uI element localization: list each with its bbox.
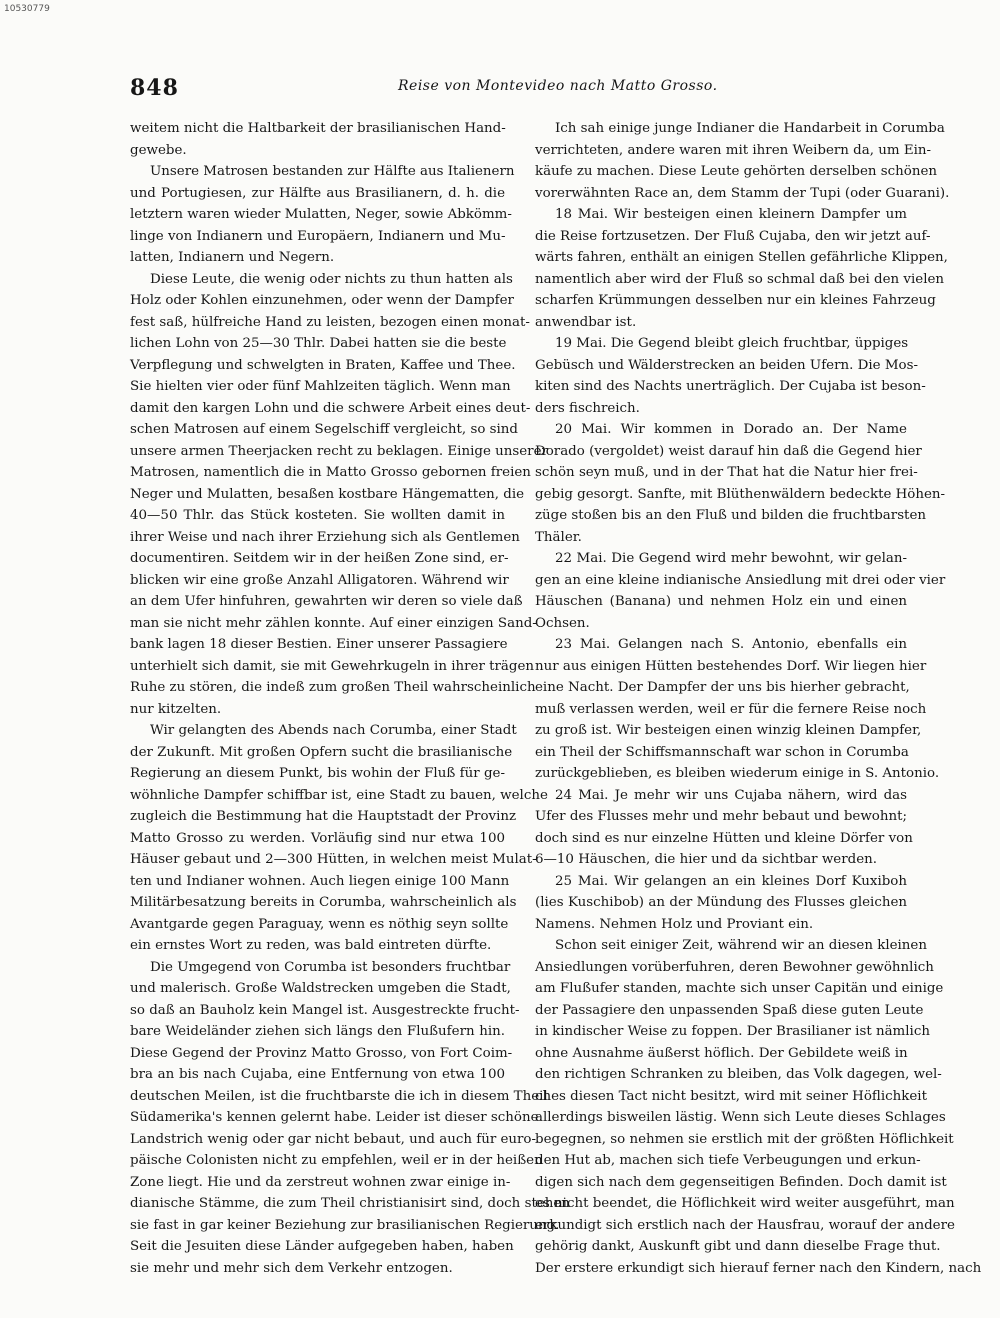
text-line: scharfen Krümmungen desselben nur ein kleines Fahrzeug	[535, 293, 936, 308]
right-text-column	[535, 118, 982, 1279]
text-line: lichen Lohn von 25—30 Thlr. Dabei hatten sie die beste	[130, 336, 507, 351]
text-line: schen Matrosen auf einem Segelschiff vergleicht, so sind	[130, 422, 518, 437]
text-line: Schon seit einiger Zeit, während wir an diesen kleinen	[555, 938, 927, 953]
text-line: Unsere Matrosen bestanden zur Hälfte aus Italienern	[150, 164, 515, 179]
text-line: erkundigt sich erstlich nach der Hausfrau, worauf der andere	[535, 1217, 955, 1233]
text-line: bra an bis nach Cujaba, eine Entfernung von etwa 100	[130, 1067, 505, 1082]
text-line: zurückgeblieben, es bleiben wiederum einige in S. Antonio.	[535, 766, 940, 781]
text-line: 25 Mai. Wir gelangen an ein kleines Dorf Kuxiboh	[555, 873, 907, 889]
text-line: kiten sind des Nachts unerträglich. Der Cujaba ist beson-	[535, 379, 926, 394]
text-line: ders fischreich.	[535, 400, 640, 416]
text-line: Häuser gebaut und 2—300 Hütten, in welchen meist Mulat-	[130, 852, 537, 867]
text-line: den Hut ab, machen sich tiefe Verbeugungen und erkun-	[535, 1153, 921, 1168]
text-line: Dorado (vergoldet) weist darauf hin daß die Gegend hier	[535, 443, 922, 459]
text-line: päische Colonisten nicht zu empfehlen, weil er in der heißen	[130, 1153, 543, 1168]
text-line: käufe zu machen. Diese Leute gehörten derselben schönen	[535, 164, 938, 179]
text-line: letztern waren wieder Mulatten, Neger, sowie Abkömm-	[130, 207, 512, 222]
text-line: gen an eine kleine indianische Ansiedlung mit drei oder vier	[535, 572, 946, 588]
text-line: latten, Indianern und Negern.	[130, 250, 335, 265]
text-line: dianische Stämme, die zum Theil christianisirt sind, doch stehen	[130, 1196, 570, 1211]
text-line: Avantgarde gegen Paraguay, wenn es nöthig seyn sollte	[130, 916, 509, 932]
text-line: sie mehr und mehr sich dem Verkehr entzogen.	[130, 1260, 453, 1276]
text-line: Der erstere erkundigt sich hierauf ferner nach den Kindern, nach	[535, 1260, 982, 1276]
text-line: ihrer Weise und nach ihrer Erziehung sich als Gentlemen	[130, 529, 520, 545]
text-line: ohne Ausnahme äußerst höflich. Der Gebildete weiß in	[535, 1045, 908, 1061]
text-line: so daß an Bauholz kein Mangel ist. Ausgestreckte frucht-	[130, 1002, 520, 1018]
text-line: doch sind es nur einzelne Hütten und kleine Dörfer von	[535, 830, 913, 846]
text-line: ein Theil der Schiffsmannschaft war schon in Corumba	[535, 744, 909, 760]
text-line: nur aus einigen Hütten bestehendes Dorf. Wir liegen hier	[535, 658, 927, 674]
text-line: Ufer des Flusses mehr und mehr bebaut und bewohnt;	[535, 809, 907, 824]
text-line: anwendbar ist.	[535, 314, 637, 330]
text-line: linge von Indianern und Europäern, Indianern und Mu-	[130, 228, 506, 244]
text-line: unsere armen Theerjacken recht zu beklagen. Einige unserer	[130, 443, 548, 459]
text-line: bare Weideländer ziehen sich längs den Flußufern hin.	[130, 1024, 505, 1039]
text-line: den richtigen Schranken zu bleiben, das Volk dagegen, wel-	[535, 1067, 942, 1082]
text-line: unterhielt sich damit, sie mit Gewehrkugeln in ihrer trägen	[130, 658, 534, 674]
text-line: verrichteten, andere waren mit ihren Weibern da, um Ein-	[535, 142, 932, 158]
text-line: eine Nacht. Der Dampfer der uns bis hierher gebracht,	[535, 680, 910, 695]
text-line: weitem nicht die Haltbarkeit der brasilianischen Hand-	[130, 121, 506, 136]
text-line: in kindischer Weise zu foppen. Der Brasilianer ist nämlich	[535, 1024, 930, 1039]
text-line: Sie hielten vier oder fünf Mahlzeiten täglich. Wenn man	[130, 379, 511, 394]
text-line: der Passagiere den unpassenden Spaß diese guten Leute	[535, 1002, 924, 1018]
running-head: Reise von Montevideo nach Matto Grosso.	[398, 78, 718, 94]
text-line: 6—10 Häuschen, die hier und da sichtbar werden.	[535, 852, 877, 867]
text-line: ten und Indianer wohnen. Auch liegen einige 100 Mann	[130, 873, 510, 889]
text-line: begegnen, so nehmen sie erstlich mit der größten Höflichkeit	[535, 1131, 954, 1147]
text-line: Seit die Jesuiten diese Länder aufgegeben haben, haben	[130, 1239, 514, 1254]
text-line: gebig gesorgt. Sanfte, mit Blüthenwäldern bedeckte Höhen-	[535, 486, 946, 502]
text-line: Ich sah einige junge Indianer die Handarbeit in Corumba	[555, 121, 945, 136]
text-line: an dem Ufer hinfuhren, gewahrten wir deren so viele daß	[130, 594, 523, 609]
text-line: digen sich nach dem gegenseitigen Befinden. Doch damit ist	[535, 1174, 947, 1190]
text-line: bank lagen 18 dieser Bestien. Einer unserer Passagiere	[130, 637, 508, 652]
text-line: züge stoßen bis an den Fluß und bilden die fruchtbarsten	[535, 508, 926, 523]
text-line: ein ernstes Wort zu reden, was bald eintreten dürfte.	[130, 938, 492, 953]
text-line: Ochsen.	[535, 615, 590, 631]
scan-identifier: 10530779	[4, 4, 50, 14]
text-line: Matto Grosso zu werden. Vorläufig sind nur etwa 100	[130, 830, 505, 846]
text-line: gehörig dankt, Auskunft gibt und dann dieselbe Frage thut.	[535, 1239, 941, 1254]
text-line: Namens. Nehmen Holz und Proviant ein.	[535, 916, 814, 932]
text-line: zu groß ist. Wir besteigen einen winzig kleinen Dampfer,	[535, 723, 922, 738]
text-line: schön seyn muß, und in der That hat die Natur hier frei-	[535, 465, 918, 480]
text-line: Matrosen, namentlich die in Matto Grosso gebornen freien	[130, 465, 531, 480]
text-line: allerdings bisweilen lästig. Wenn sich Leute dieses Schlages	[535, 1110, 946, 1125]
text-line: am Flußufer standen, machte sich unser Capitän und einige	[535, 981, 944, 996]
text-line: Zone liegt. Hie und da zerstreut wohnen zwar einige in-	[130, 1174, 511, 1190]
text-line: der Zukunft. Mit großen Opfern sucht die brasilianische	[130, 744, 513, 760]
text-line: namentlich aber wird der Fluß so schmal daß bei den vielen	[535, 271, 945, 287]
text-line: Verpflegung und schwelgten in Braten, Kaffee und Thee.	[130, 357, 516, 373]
text-line: Regierung an diesem Punkt, bis wohin der Fluß für ge-	[130, 766, 505, 781]
text-line: muß verlassen werden, weil er für die fernere Reise noch	[535, 701, 927, 717]
text-line: Diese Leute, die wenig oder nichts zu thun hatten als	[150, 271, 513, 287]
text-line: wöhnliche Dampfer schiffbar ist, eine Stadt zu bauen, welche	[130, 787, 548, 803]
text-line: es nicht beendet, die Höflichkeit wird weiter ausgeführt, man	[535, 1196, 955, 1211]
text-line: Gebüsch und Wälderstrecken an beiden Ufern. Die Mos-	[535, 357, 918, 373]
text-line: wärts fahren, enthält an einigen Stellen gefährliche Klippen,	[535, 250, 948, 265]
text-line: damit den kargen Lohn und die schwere Arbeit eines deut-	[130, 400, 531, 416]
text-line: deutschen Meilen, ist die fruchtbarste die ich in diesem Theil	[130, 1088, 548, 1104]
text-line: 24 Mai. Je mehr wir uns Cujaba nähern, wird das	[555, 787, 907, 803]
text-line: Ruhe zu stören, die indeß zum großen Theil wahrscheinlich	[130, 680, 536, 695]
text-line: fest saß, hülfreiche Hand zu leisten, bezogen einen monat-	[130, 314, 530, 330]
text-line: nur kitzelten.	[130, 701, 222, 717]
text-line: Thäler.	[535, 529, 582, 545]
text-line: Neger und Mulatten, besaßen kostbare Hängematten, die	[130, 486, 525, 502]
text-line: Südamerika's kennen gelernt habe. Leider ist dieser schöne	[130, 1110, 539, 1125]
text-line: Wir gelangten des Abends nach Corumba, einer Stadt	[150, 723, 517, 738]
text-line: 40—50 Thlr. das Stück kosteten. Sie wollten damit in	[130, 508, 505, 523]
text-line: vorerwähnten Race an, dem Stamm der Tupi (oder Guarani).	[535, 185, 950, 201]
text-line: sie fast in gar keiner Beziehung zur brasilianischen Regierung.	[130, 1217, 560, 1233]
text-line: documentiren. Seitdem wir in der heißen Zone sind, er-	[130, 551, 509, 566]
text-line: gewebe.	[130, 142, 187, 158]
text-line: 23 Mai. Gelangen nach S. Antonio, ebenfalls ein	[555, 637, 907, 652]
text-line: und Portugiesen, zur Hälfte aus Brasilianern, d. h. die	[130, 185, 505, 201]
text-line: 19 Mai. Die Gegend bleibt gleich fruchtbar, üppiges	[555, 336, 909, 351]
text-line: (lies Kuschibob) an der Mündung des Flusses gleichen	[535, 895, 907, 910]
page-number: 848	[130, 75, 179, 101]
text-line: blicken wir eine große Anzahl Alligatoren. Während wir	[130, 572, 509, 588]
text-line: Ansiedlungen vorüberfuhren, deren Bewohner gewöhnlich	[535, 959, 934, 975]
text-line: 22 Mai. Die Gegend wird mehr bewohnt, wir gelan-	[555, 551, 907, 566]
text-line: Holz oder Kohlen einzunehmen, oder wenn der Dampfer	[130, 293, 514, 308]
text-line: die Reise fortzusetzen. Der Fluß Cujaba, den wir jetzt auf-	[535, 228, 931, 244]
text-line: man sie nicht mehr zählen konnte. Auf einer einzigen Sand-	[130, 615, 537, 631]
text-line: 20 Mai. Wir kommen in Dorado an. Der Name	[555, 422, 907, 437]
text-line: Landstrich wenig oder gar nicht bebaut, und auch für euro-	[130, 1131, 537, 1147]
text-line: 18 Mai. Wir besteigen einen kleinern Dampfer um	[555, 207, 907, 222]
text-line: Die Umgegend von Corumba ist besonders fruchtbar	[150, 959, 511, 975]
text-line: zugleich die Bestimmung hat die Hauptstadt der Provinz	[130, 809, 517, 824]
text-line: Militärbesatzung bereits in Corumba, wahrscheinlich als	[130, 895, 517, 910]
text-line: Häuschen (Banana) und nehmen Holz ein und einen	[535, 594, 907, 609]
text-line: Diese Gegend der Provinz Matto Grosso, von Fort Coim-	[130, 1045, 513, 1061]
text-line: ches diesen Tact nicht besitzt, wird mit seiner Höflichkeit	[535, 1088, 927, 1104]
text-line: und malerisch. Große Waldstrecken umgeben die Stadt,	[130, 981, 511, 996]
